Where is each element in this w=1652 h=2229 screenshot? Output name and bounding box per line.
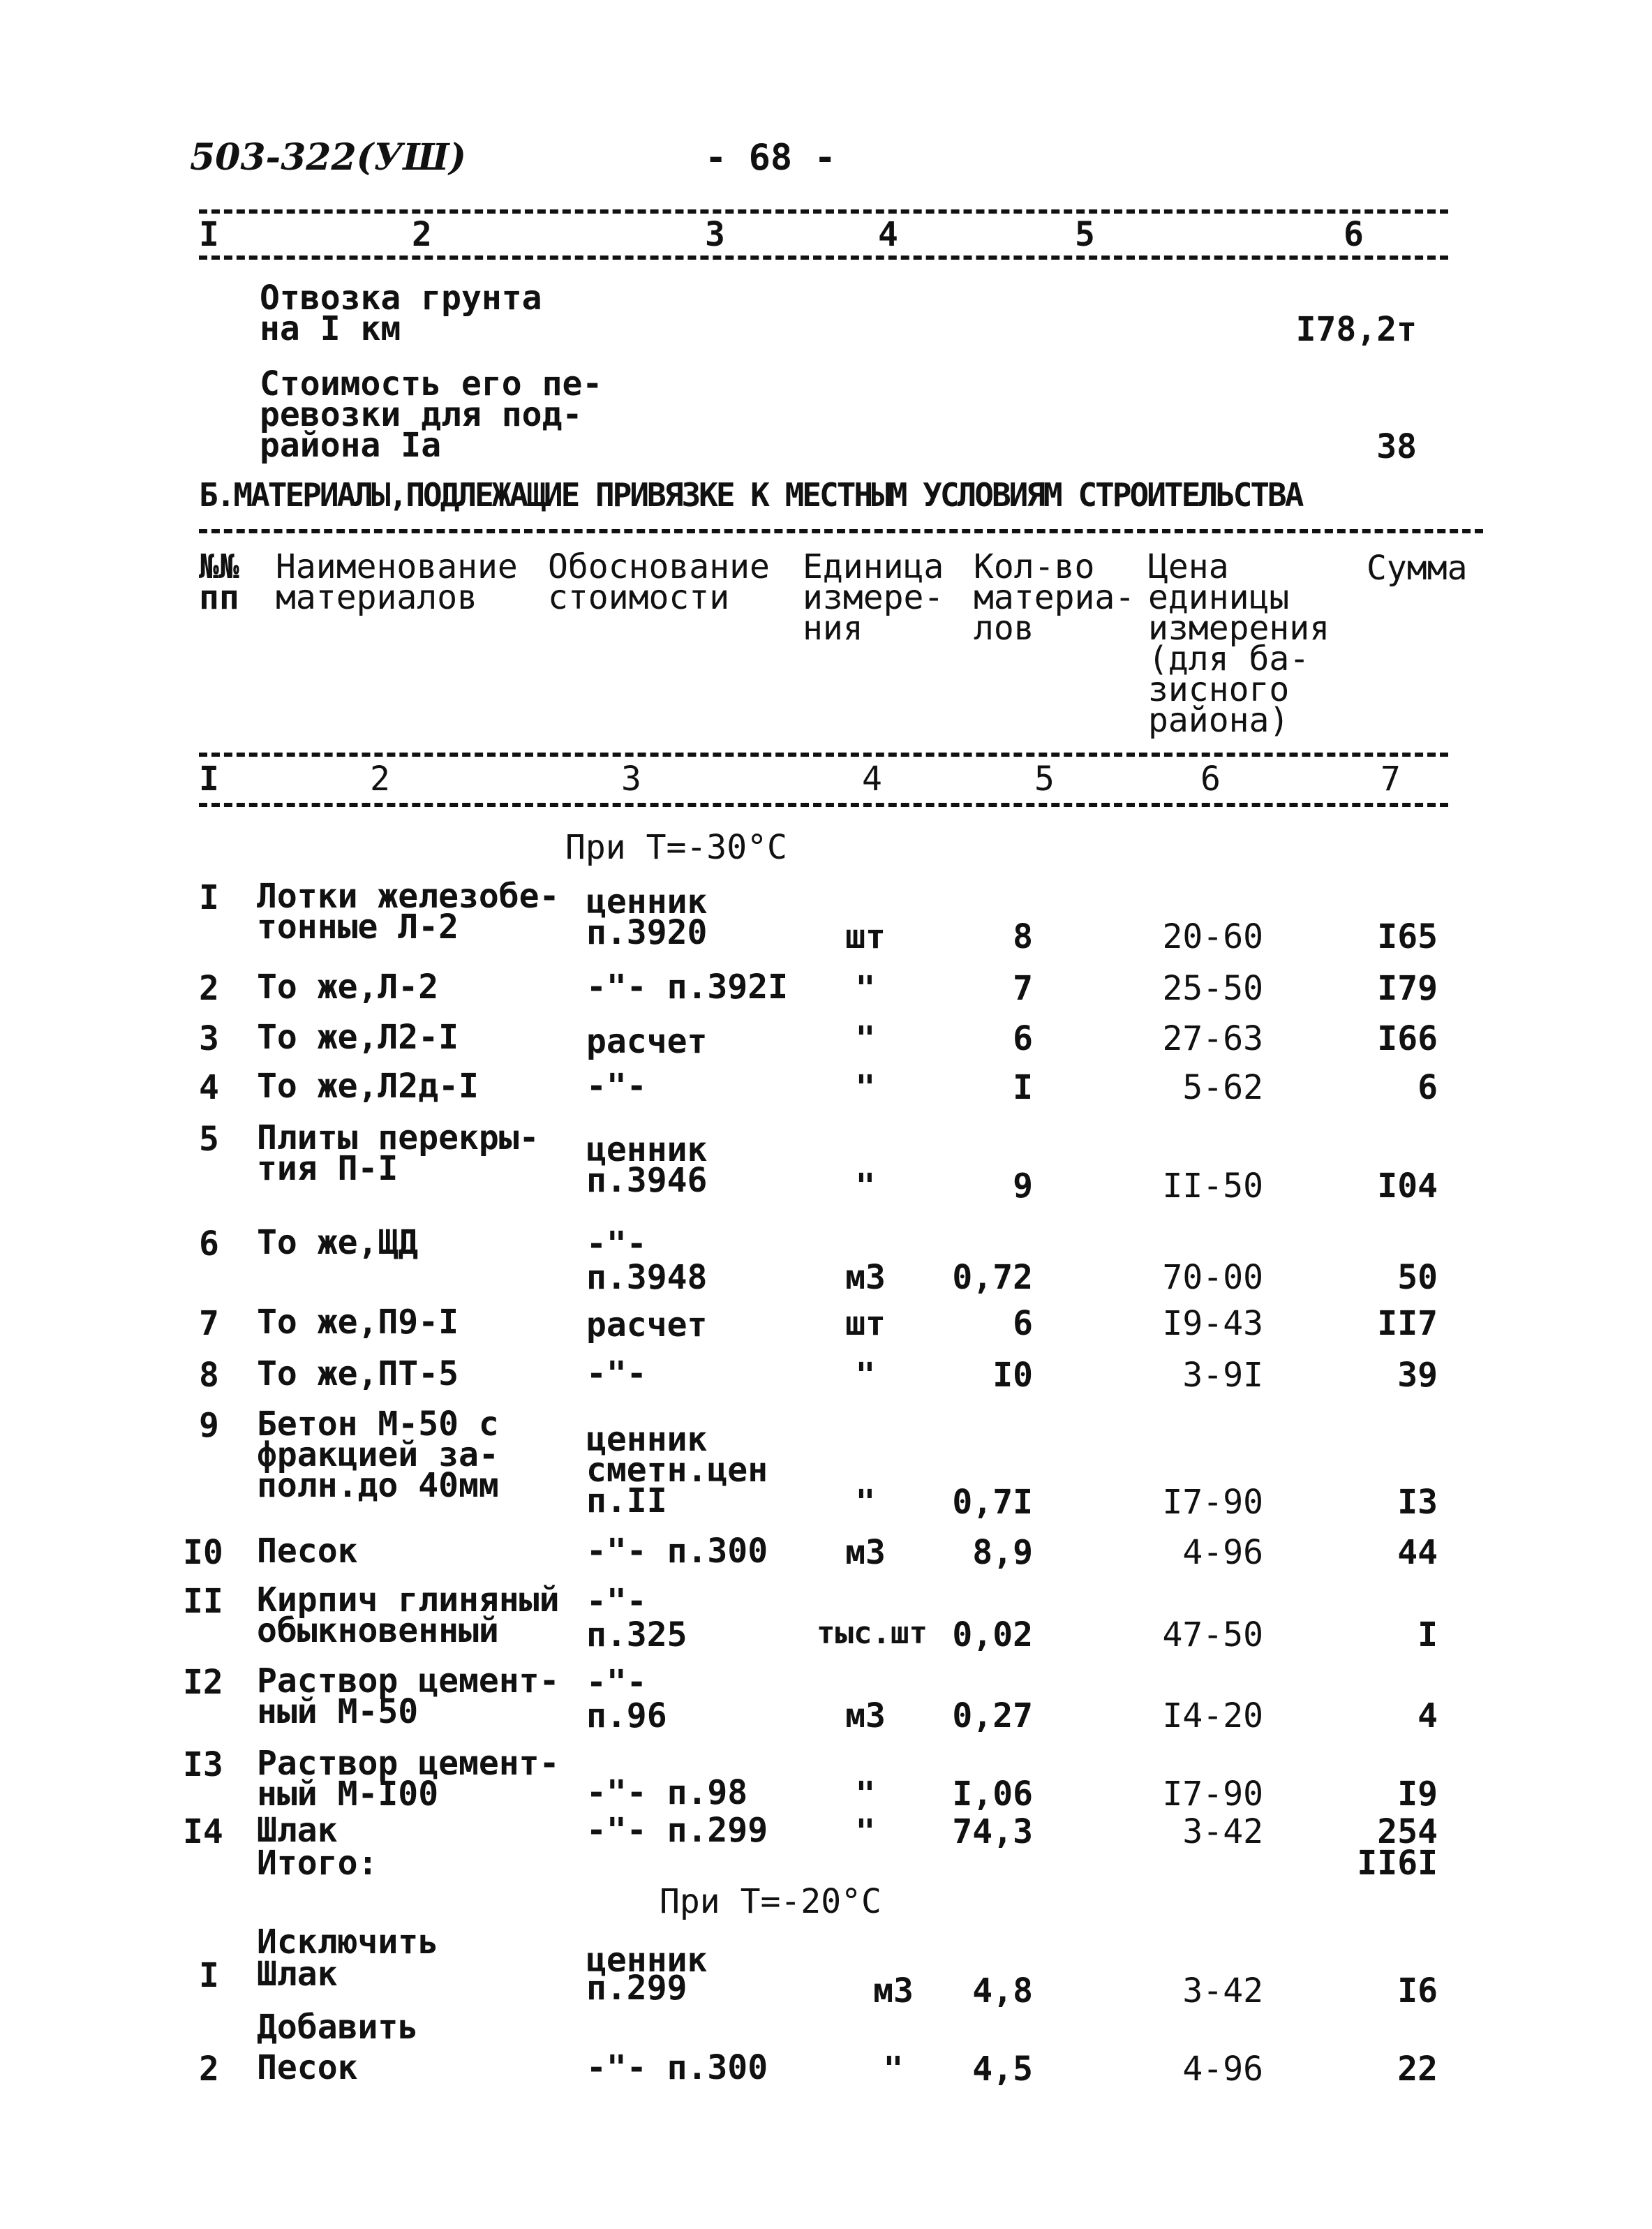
row-basis: -"- п.300 [586, 1532, 768, 1571]
row-sum: I3 [1397, 1483, 1438, 1522]
top-colnum-2: 2 [412, 215, 432, 254]
row-qty: I0 [992, 1356, 1033, 1395]
row-basis: -"- п.3948 [586, 1224, 708, 1297]
top-colnum-1: I [199, 215, 219, 254]
row-sum: I66 [1377, 1019, 1438, 1058]
row-qty: 4,5 [972, 2050, 1033, 2089]
row-name: Кирпич глиняный обыкновенный [257, 1580, 560, 1650]
row-sum: 4 [1417, 1696, 1438, 1735]
row-number: I [199, 878, 219, 917]
header-cell-price: Цена единицы измерения (для ба- зисного района) [1148, 547, 1330, 740]
top-colnum-5: 5 [1075, 215, 1095, 254]
header-cell-qty: Кол-во материа- лов [974, 547, 1136, 648]
top-row-name: Отвозка грунта на I км [260, 279, 542, 348]
row-number: 3 [199, 1019, 219, 1058]
row-sum: I79 [1377, 969, 1438, 1008]
row-sum: II7 [1377, 1304, 1438, 1343]
row-name: Плиты перекры- тия П-I [257, 1118, 539, 1188]
row-basis: -"- п.98 [586, 1773, 748, 1812]
row-name: Шлак [257, 1955, 338, 1994]
row-unit: " [855, 969, 876, 1008]
row-unit: шт [845, 917, 886, 956]
row-basis: -"- п.300 [586, 2048, 768, 2087]
row-basis: ценник п.3920 [586, 882, 708, 952]
row-sum: I65 [1377, 917, 1438, 956]
top-colnum-4: 4 [878, 215, 898, 254]
row-unit: м3 [845, 1258, 886, 1297]
row-unit: м3 [873, 1971, 914, 2010]
row-price: 3-9I [1182, 1356, 1263, 1395]
table-colnum-3: 3 [621, 760, 641, 799]
row-name: Раствор цемент- ный М-I00 [257, 1744, 560, 1814]
row-name: То же,Л-2 [257, 968, 439, 1007]
row-unit: " [855, 1483, 876, 1522]
row-unit: " [883, 2050, 904, 2089]
row-qty: 7 [1013, 969, 1033, 1008]
row-number: 2 [199, 969, 219, 1008]
row-sum: 39 [1397, 1356, 1438, 1395]
row-name: То же,П9-I [257, 1303, 459, 1342]
row-price: 4-96 [1182, 2050, 1263, 2089]
row-basis: ценник п.3946 [586, 1130, 708, 1200]
row-sum: I [1417, 1615, 1438, 1654]
row-basis: -"- п.299 [586, 1811, 768, 1850]
table-dashed-rule-mid-upper [199, 753, 1448, 757]
row-qty: I [1013, 1068, 1033, 1107]
header-cell-no: №№ пп [199, 547, 239, 617]
add-label: Добавить [257, 2008, 419, 2047]
row-sum: I04 [1377, 1167, 1438, 1206]
header-cell-unit: Единица измере- ния [803, 547, 944, 648]
row-sum: 50 [1397, 1258, 1438, 1297]
page-number: - 68 - [705, 137, 836, 179]
row-qty: 0,27 [952, 1696, 1033, 1735]
section-title: Б.МАТЕРИАЛЫ,ПОДЛЕЖАЩИЕ ПРИВЯЗКЕ К МЕСТНЫМ УСЛОВИЯМ СТРОИТЕЛЬСТВА [199, 476, 1302, 514]
top-colnum-3: 3 [705, 215, 725, 254]
row-price: 4-96 [1182, 1533, 1263, 1572]
row-sum: 44 [1397, 1533, 1438, 1572]
row-basis: -"- [586, 1067, 647, 1106]
header-cell-name: Наименование материалов [276, 547, 518, 617]
row-sum: I6 [1397, 1971, 1438, 2010]
row-basis: -"- п.392I [586, 968, 788, 1007]
row-qty: 0,02 [952, 1615, 1033, 1654]
exclude-label: Исключить [257, 1923, 439, 1962]
row-number: 5 [199, 1120, 219, 1159]
row-qty: 0,72 [952, 1258, 1033, 1297]
row-name: То же,ЩД [257, 1223, 419, 1262]
row-number: I2 [183, 1663, 223, 1702]
row-sum: I9 [1397, 1775, 1438, 1814]
row-price: 47-50 [1162, 1615, 1263, 1654]
row-unit: " [855, 1068, 876, 1107]
row-unit: " [855, 1775, 876, 1814]
row-price: 20-60 [1162, 917, 1263, 956]
row-unit: тыс.шт [817, 1615, 928, 1651]
row-number: 2 [199, 2050, 219, 2089]
row-price: 25-50 [1162, 969, 1263, 1008]
row-basis: расчет [586, 1022, 708, 1061]
row-basis: -"- [586, 1354, 647, 1393]
row-qty: 0,7I [952, 1483, 1033, 1522]
row-number: I0 [183, 1533, 223, 1572]
row-unit: м3 [845, 1696, 886, 1735]
row-qty: 4,8 [972, 1971, 1033, 2010]
top-colnum-6: 6 [1344, 215, 1364, 254]
row-name: Песок [257, 2048, 358, 2087]
group-label-t30: При Т=-30°С [565, 828, 787, 867]
table-colnum-5: 5 [1034, 760, 1055, 799]
document-code: 503-322(УШ) [190, 136, 467, 179]
row-number: 4 [199, 1068, 219, 1107]
header-cell-basis: Обоснование стоимости [548, 547, 770, 617]
top-dashed-rule-upper [199, 209, 1448, 214]
row-name: Раствор цемент- ный М-50 [257, 1661, 560, 1731]
row-name: То же,ПТ-5 [257, 1354, 459, 1393]
row-basis: ценник п.299 [586, 1941, 708, 2008]
row-number: I4 [183, 1812, 223, 1851]
row-number: 6 [199, 1224, 219, 1264]
row-qty: 8,9 [972, 1533, 1033, 1572]
row-qty: 6 [1013, 1304, 1033, 1343]
group-label-t20: При Т=-20°С [660, 1882, 881, 1921]
row-qty: 8 [1013, 917, 1033, 956]
row-price: I7-90 [1162, 1483, 1263, 1522]
row-name: Песок [257, 1532, 358, 1571]
row-price: 3-42 [1182, 1971, 1263, 2010]
row-price: 3-42 [1182, 1812, 1263, 1851]
row-unit: м3 [845, 1533, 886, 1572]
row-basis: ценник сметн.цен п.II [586, 1420, 768, 1520]
row-number: 9 [199, 1406, 219, 1445]
top-row-value: I78,2т [1295, 310, 1417, 349]
row-unit: шт [845, 1304, 886, 1343]
row-name: Лотки железобе- тонные Л-2 [257, 877, 560, 947]
row-price: I9-43 [1162, 1304, 1263, 1343]
row-name: То же,Л2д-I [257, 1067, 479, 1106]
top-dashed-rule-lower [199, 256, 1448, 260]
table-dashed-rule-mid-lower [199, 803, 1448, 807]
row-price: 70-00 [1162, 1258, 1263, 1297]
row-sum: 22 [1397, 2050, 1438, 2089]
top-row-name: Стоимость его пе- ревозки для под- района Iа [260, 364, 603, 465]
total-value: II6I [1357, 1844, 1438, 1883]
table-colnum-6: 6 [1200, 760, 1221, 799]
row-number: I3 [183, 1745, 223, 1784]
row-sum: 6 [1417, 1068, 1438, 1107]
table-dashed-rule-top [199, 529, 1483, 533]
row-basis: -"- п.96 [586, 1663, 667, 1735]
table-colnum-2: 2 [370, 760, 390, 799]
row-name: Шлак [257, 1811, 338, 1850]
row-name: То же,Л2-I [257, 1018, 459, 1057]
row-number: 7 [199, 1304, 219, 1343]
row-qty: 9 [1013, 1167, 1033, 1206]
row-unit: " [855, 1167, 876, 1206]
row-price: 5-62 [1182, 1068, 1263, 1107]
top-row-value: 38 [1376, 427, 1417, 466]
row-unit: " [855, 1019, 876, 1058]
row-qty: I,06 [952, 1775, 1033, 1814]
row-name: Бетон М-50 с фракцией за- полн.до 40мм [257, 1405, 499, 1505]
row-basis: расчет [586, 1305, 708, 1345]
header-cell-sum: Сумма [1367, 549, 1468, 588]
row-number: 8 [199, 1356, 219, 1395]
row-price: I7-90 [1162, 1775, 1263, 1814]
table-colnum-4: 4 [862, 760, 882, 799]
row-unit: " [855, 1812, 876, 1851]
row-number: I [199, 1956, 219, 1995]
row-basis: -"- п.325 [586, 1582, 687, 1654]
row-qty: 6 [1013, 1019, 1033, 1058]
row-number: II [183, 1582, 223, 1621]
row-price: II-50 [1162, 1167, 1263, 1206]
row-sum: 254 [1377, 1812, 1438, 1851]
row-price: 27-63 [1162, 1019, 1263, 1058]
row-price: I4-20 [1162, 1696, 1263, 1735]
row-unit: " [855, 1356, 876, 1395]
table-colnum-7: 7 [1381, 760, 1401, 799]
total-label: Итого: [257, 1844, 378, 1883]
row-qty: 74,3 [952, 1812, 1033, 1851]
table-colnum-1: I [199, 760, 219, 799]
